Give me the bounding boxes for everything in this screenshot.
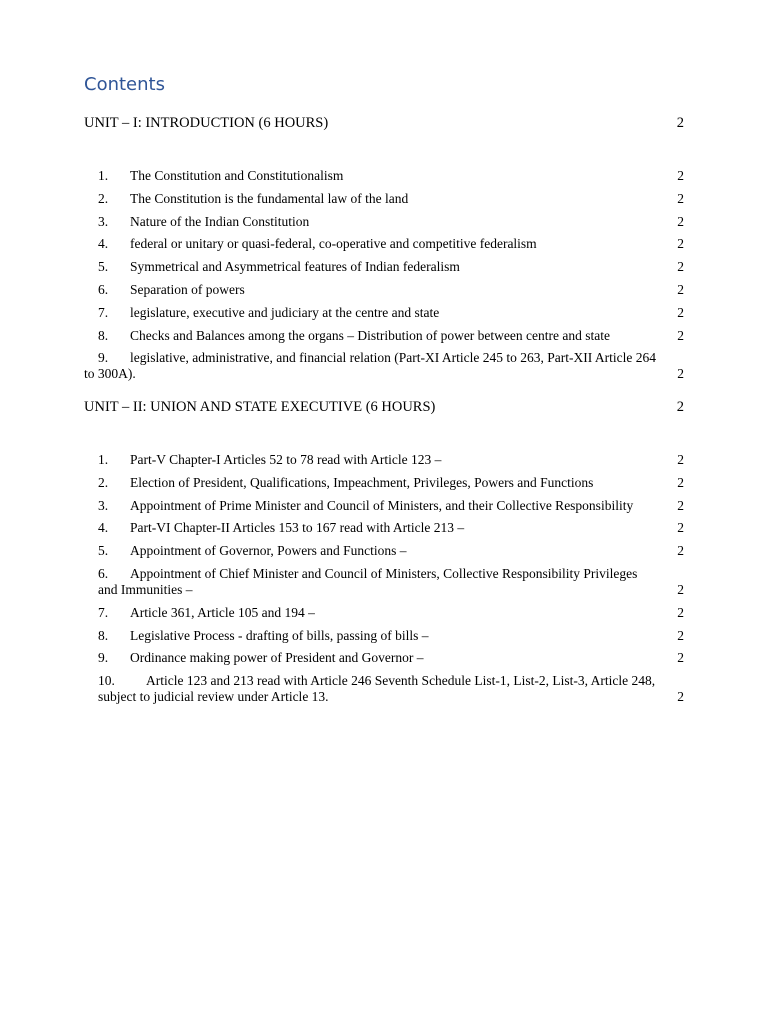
toc-entry-page: 2 xyxy=(677,213,684,229)
toc-unit-1[interactable] xyxy=(84,115,684,132)
toc-entry-page: 2 xyxy=(677,474,684,490)
toc-entry-line-1 xyxy=(98,673,684,689)
toc-entry[interactable] xyxy=(98,214,684,230)
toc-entry[interactable] xyxy=(98,520,684,536)
toc-entry-title: legislature, executive and judiciary at the centre and state xyxy=(130,304,440,320)
toc-entry-page: 2 xyxy=(677,650,684,666)
toc-entry-line-2 xyxy=(98,582,684,598)
toc-unit-1-title: UNIT – I: INTRODUCTION (6 HOURS) xyxy=(84,115,329,131)
toc-entry-title: Part-VI Chapter-II Articles 153 to 167 read with Article 213 – xyxy=(130,520,465,536)
toc-entry[interactable] xyxy=(98,282,684,298)
toc-entry[interactable] xyxy=(98,168,684,184)
toc-entry[interactable] xyxy=(98,566,684,598)
toc-entry-page: 2 xyxy=(677,259,684,275)
toc-entry-title: Appointment of Governor, Powers and Functions – xyxy=(130,543,407,559)
toc-entry-number: 3. xyxy=(98,213,109,229)
toc-entry-number: 2. xyxy=(98,190,109,206)
toc-entry-number: 6. xyxy=(98,565,109,581)
toc-entry-title: Appointment of Chief Minister and Council of Ministers, Collective Responsibility Privileges xyxy=(130,565,638,581)
toc-entry-number: 9. xyxy=(98,650,109,666)
toc-entry-title: Article 361, Article 105 and 194 – xyxy=(130,604,315,620)
toc-entry[interactable] xyxy=(98,305,684,321)
toc-entry-line-2 xyxy=(98,689,684,705)
toc-entry-page: 2 xyxy=(677,627,684,643)
toc-entry-number: 1. xyxy=(98,452,109,467)
toc-entry-number: 8. xyxy=(98,327,109,343)
toc-entry-page: 2 xyxy=(677,604,684,620)
toc-entry-page: 2 xyxy=(677,520,684,536)
toc-entry-title: Appointment of Prime Minister and Council of Ministers, and their Collective Responsibility xyxy=(130,497,634,513)
toc-entry-page: 2 xyxy=(677,190,684,206)
toc-entry-number: 10. xyxy=(98,673,115,689)
toc-unit-2[interactable] xyxy=(84,399,684,416)
contents-heading: Contents xyxy=(84,74,165,95)
toc-entry[interactable] xyxy=(98,452,684,468)
toc-entry[interactable] xyxy=(98,475,684,491)
toc-entry-page: 2 xyxy=(677,168,684,183)
toc-entry[interactable] xyxy=(98,498,684,514)
toc-entry-number: 6. xyxy=(98,281,109,297)
toc-entry-page: 2 xyxy=(677,236,684,252)
toc-entry-page: 2 xyxy=(677,689,684,705)
toc-entry-page: 2 xyxy=(677,452,684,467)
toc-entry[interactable] xyxy=(98,605,684,621)
toc-entry-number: 2. xyxy=(98,474,109,490)
toc-entry-page: 2 xyxy=(677,304,684,320)
toc-entry[interactable] xyxy=(98,328,684,344)
toc-unit-2-title: UNIT – II: UNION AND STATE EXECUTIVE (6 HOURS) xyxy=(84,399,436,415)
toc-unit-2-list xyxy=(98,452,684,712)
toc-entry-number: 8. xyxy=(98,627,109,643)
toc-entry[interactable] xyxy=(84,350,684,382)
toc-entry-number: 5. xyxy=(98,543,109,559)
toc-entry-page: 2 xyxy=(677,281,684,297)
toc-entry-number: 9. xyxy=(98,350,109,366)
toc-entry-page: 2 xyxy=(677,366,684,382)
toc-entry-title: The Constitution and Constitutionalism xyxy=(130,168,344,183)
toc-entry-title: Checks and Balances among the organs – Distribution of power between centre and state xyxy=(130,327,610,343)
toc-entry-title: Legislative Process - drafting of bills, passing of bills – xyxy=(130,627,429,643)
toc-entry-line-1 xyxy=(98,350,684,366)
toc-entry-number: 4. xyxy=(98,236,109,252)
toc-entry-title: Ordinance making power of President and Governor – xyxy=(130,650,424,666)
toc-entry-title: Article 123 and 213 read with Article 246 Seventh Schedule List-1, List-2, List-3, Article 248, xyxy=(146,673,656,689)
toc-entry-page: 2 xyxy=(677,327,684,343)
toc-entry[interactable] xyxy=(98,259,684,275)
toc-entry-number: 7. xyxy=(98,604,109,620)
toc-entry-title: Nature of the Indian Constitution xyxy=(130,213,310,229)
toc-entry-number: 3. xyxy=(98,497,109,513)
toc-entry-title-continued: and Immunities – xyxy=(98,581,193,597)
toc-unit-1-list xyxy=(84,168,684,389)
toc-entry-title: federal or unitary or quasi-federal, co-operative and competitive federalism xyxy=(130,236,537,252)
toc-entry[interactable] xyxy=(98,543,684,559)
toc-entry-title: Part-V Chapter-I Articles 52 to 78 read with Article 123 – xyxy=(130,452,442,467)
toc-entry-number: 4. xyxy=(98,520,109,536)
toc-entry-title-continued: to 300A). xyxy=(84,366,136,382)
toc-entry-title: Separation of powers xyxy=(130,281,245,297)
toc-entry-title: legislative, administrative, and financial relation (Part-XI Article 245 to 263, Part-XII Article 264 xyxy=(130,350,656,366)
toc-entry-title: The Constitution is the fundamental law of the land xyxy=(130,190,409,206)
toc-entry-line-2 xyxy=(84,366,684,382)
toc-entry-title-continued: subject to judicial review under Article 13. xyxy=(98,689,329,705)
toc-entry-number: 5. xyxy=(98,259,109,275)
toc-unit-2-page: 2 xyxy=(676,399,684,415)
toc-entry[interactable] xyxy=(98,650,684,666)
toc-entry-number: 7. xyxy=(98,304,109,320)
toc-entry-number: 1. xyxy=(98,168,109,183)
toc-entry-page: 2 xyxy=(677,497,684,513)
toc-entry-title: Election of President, Qualifications, Impeachment, Privileges, Powers and Functions xyxy=(130,474,594,490)
toc-entry-page: 2 xyxy=(677,543,684,559)
toc-entry[interactable] xyxy=(98,236,684,252)
toc-entry[interactable] xyxy=(98,628,684,644)
toc-entry[interactable] xyxy=(98,191,684,207)
toc-entry-page: 2 xyxy=(677,581,684,597)
toc-unit-1-page: 2 xyxy=(676,115,684,131)
toc-entry-line-1 xyxy=(98,566,684,582)
toc-entry-title: Symmetrical and Asymmetrical features of Indian federalism xyxy=(130,259,460,275)
toc-entry[interactable] xyxy=(98,673,684,705)
